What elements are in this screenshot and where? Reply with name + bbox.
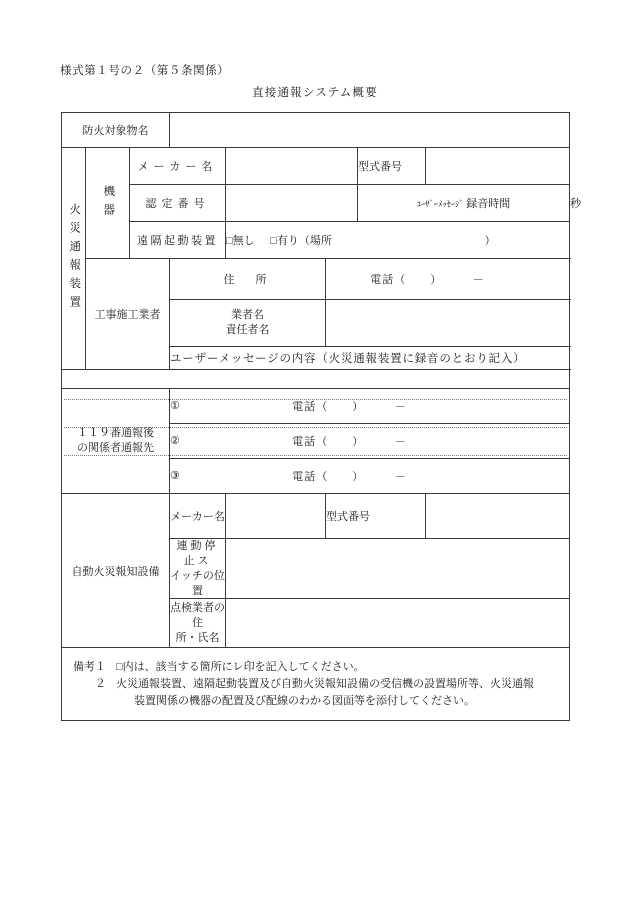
contact-marker-1: ① xyxy=(170,399,180,412)
checkbox-yes[interactable]: □有り（場所 xyxy=(270,235,332,247)
message-ruled-line-3 xyxy=(64,455,567,456)
note-text-1: □内は、該当する箇所にレ印を記入してください。 xyxy=(116,660,365,673)
note-item-1 xyxy=(62,659,569,676)
cert-no-label: 認定番号 xyxy=(130,185,226,222)
auto-alarm-inspector-label-line2: 所・氏名 xyxy=(175,631,220,644)
recording-time-label xyxy=(358,185,570,222)
remote-device-label: 遠隔起動装置 xyxy=(130,222,226,259)
notes-title: 備考１ xyxy=(73,660,106,673)
auto-alarm-inspector-value[interactable] xyxy=(226,599,570,648)
form-number: 様式第１号の２（第５条関係） xyxy=(60,65,230,77)
contact-tel-label-2: 電話（ ） － xyxy=(292,435,407,448)
auto-alarm-inspector-label-line1: 点検業者の 住 xyxy=(170,602,237,629)
note-number-2: ２ xyxy=(95,677,106,690)
device-section-label: 火災通報装置 xyxy=(68,203,81,314)
auto-alarm-interlock-label-line1: 連動停止ス xyxy=(176,540,219,567)
auto-alarm-interlock-label xyxy=(170,539,226,599)
contractor-responsible-label: 責任者名 xyxy=(225,324,270,336)
contacts-label-line1: １１９番通報後 xyxy=(77,427,154,440)
seconds-unit: 秒 xyxy=(570,198,582,210)
contractor-name-label xyxy=(170,300,326,347)
table-row-remote-device xyxy=(62,222,570,259)
maker-value[interactable] xyxy=(226,148,358,185)
message-ruled-line-2 xyxy=(64,427,567,428)
remote-location-close-paren: ） xyxy=(484,235,496,247)
auto-alarm-interlock-label-line2: イッチの位置 xyxy=(170,569,225,597)
main-form-table xyxy=(61,112,582,721)
cert-no-value[interactable] xyxy=(226,185,358,222)
contractor-tel-label: 電話（ ） － xyxy=(370,274,485,286)
remote-device-options[interactable] xyxy=(226,222,570,259)
table-row-message-body xyxy=(62,370,570,389)
contact-row-3[interactable] xyxy=(170,459,570,494)
contact-tel-label-1: 電話（ ） － xyxy=(292,400,407,413)
contact-tel-label-3: 電話（ ） － xyxy=(292,470,407,483)
contractor-address-label: 住 所 xyxy=(170,259,326,300)
building-name-value[interactable] xyxy=(170,113,570,148)
auto-alarm-interlock-value[interactable] xyxy=(226,539,570,599)
recording-time-label-rest: 録音時間 xyxy=(466,198,511,210)
contact-marker-3: ③ xyxy=(170,469,180,482)
table-row-building-name xyxy=(62,113,570,148)
message-heading: ユーザーメッセージの内容（火災通報装置に録音のとおり記入） xyxy=(170,347,570,370)
notes-block xyxy=(62,648,570,721)
contact-row-2[interactable] xyxy=(170,424,570,459)
contacts-label xyxy=(62,389,170,494)
auto-alarm-model-value[interactable] xyxy=(426,494,570,539)
device-section-label-cell xyxy=(62,148,86,370)
contractor-company-label: 業者名 xyxy=(231,309,265,322)
note-item-2 xyxy=(62,676,569,710)
auto-alarm-inspector-label xyxy=(170,599,237,648)
contractor-address-value[interactable] xyxy=(326,259,570,300)
table-row-contractor-address xyxy=(62,259,570,300)
document-title: 直接通報システム概要 xyxy=(252,87,378,99)
checkbox-none[interactable]: □無し xyxy=(226,235,255,247)
building-name-label: 防火対象物名 xyxy=(62,113,170,148)
note-text-2-line1: 火災通報装置、遠隔起動装置及び自動火災報知設備の受信機の設置場所等、火災通報 xyxy=(116,677,534,690)
contact-marker-2: ② xyxy=(170,434,180,447)
model-label: 型式番号 xyxy=(358,148,426,185)
contractor-name-value[interactable] xyxy=(326,300,570,347)
maker-label: メーカー名 xyxy=(130,148,226,185)
table-row-notes xyxy=(62,648,570,721)
table-row-cert-no xyxy=(62,185,570,222)
table-row-maker xyxy=(62,148,570,185)
table-row-contact-1 xyxy=(62,389,570,424)
auto-alarm-maker-label: メーカー名 xyxy=(170,494,226,539)
contact-row-1[interactable] xyxy=(170,389,570,424)
note-text-2-line2: 装置関係の機器の配置及び配線のわかる図面等を添付してください。 xyxy=(134,694,475,707)
auto-alarm-label: 自動火災報知設備 xyxy=(62,494,170,648)
recording-time-label-kana: ﾕｰｻﾞｰﾒｯｾｰｼﾞ xyxy=(416,199,464,209)
contractor-label: 工事施工業者 xyxy=(86,259,170,370)
message-ruled-line-1 xyxy=(64,399,567,400)
equipment-label: 機器 xyxy=(102,184,115,222)
auto-alarm-maker-value[interactable] xyxy=(226,494,326,539)
table-row-auto-alarm-maker xyxy=(62,494,570,539)
contacts-label-line2: の関係者通報先 xyxy=(77,442,154,454)
message-body-area[interactable] xyxy=(62,370,570,389)
model-value[interactable] xyxy=(426,148,570,185)
note-text-2 xyxy=(116,676,569,710)
equipment-label-cell xyxy=(86,148,130,259)
auto-alarm-model-label: 型式番号 xyxy=(326,494,426,539)
